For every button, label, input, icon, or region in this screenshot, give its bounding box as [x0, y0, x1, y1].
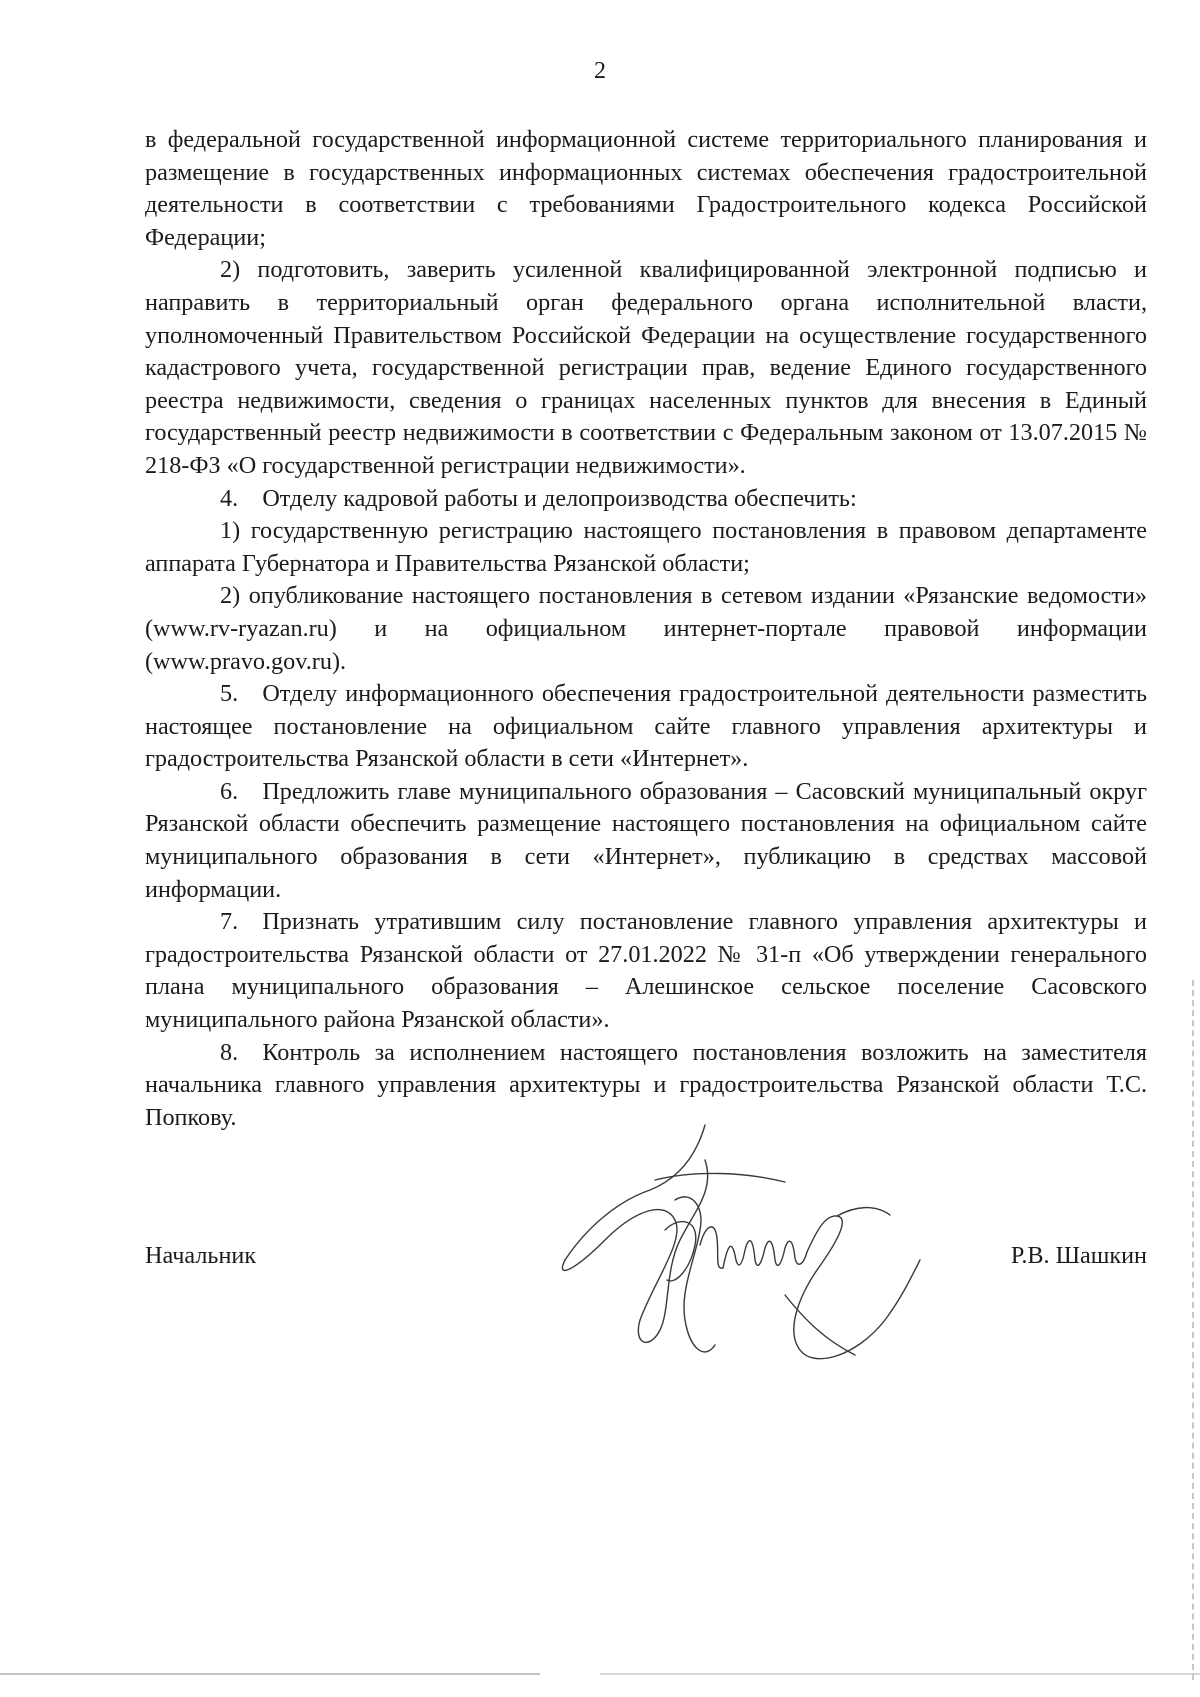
paragraph: 2) опубликование настоящего постановления в сетевом издании «Рязанские ведомости» (www.rv-ryazan.ru) и на официальном интернет-портале правовой информации (www.pravo.gov.ru).: [145, 582, 1147, 675]
paragraph: 7. Признать утратившим силу постановление главного управления архитектуры и градостроительства Рязанской области от 27.01.2022 № 31-п «Об утверждении генерального плана муниципального образования – Алешинское сельское поселение Сасовского муниципального района Рязанской области».: [145, 908, 1147, 1034]
scan-edge-artifact: [1188, 980, 1194, 1680]
scan-edge-artifact: [0, 1673, 1200, 1675]
paragraph: 5. Отделу информационного обеспечения градостроительной деятельности разместить настоящее постановление на официальном сайте главного управления архитектуры и градостроительства Рязанской области в сети «Интернет».: [145, 680, 1147, 773]
signatory-title: Начальник: [145, 1242, 257, 1269]
paragraph: 2) подготовить, заверить усиленной квалифицированной электронной подписью и направить в территориальный орган федерального органа исполнительной власти, уполномоченный Правительством Российской Федерации на осуществление государственного кадастрового учета, государственной регистрации прав, ведение Единого государственного реестра недвижимости, сведения о границах населенных пунктов для внесения в Единый государственный реестр недвижимости в соответствии с Федеральным законом от 13.07.2015 № 218-ФЗ «О государственной регистрации недвижимости».: [145, 256, 1147, 479]
paragraph: 4. Отделу кадровой работы и делопроизводства обеспечить:: [220, 484, 857, 512]
paragraph: 6. Предложить главе муниципального образования – Сасовский муниципальный округ Рязанской области обеспечить размещение настоящего постановления на официальном сайте муниципального образования в сети «Интернет», публикацию в средствах массовой информации.: [145, 777, 1147, 903]
signatory-name: Р.В. Шашкин: [1010, 1242, 1147, 1269]
paragraph: 8. Контроль за исполнением настоящего постановления возложить на заместителя начальника главного управления архитектуры и градостроительства Рязанской области Т.С. Попкову.: [145, 1038, 1147, 1131]
paragraph: 1) государственную регистрацию настоящего постановления в правовом департаменте аппарата Губернатора и Правительства Рязанской области;: [145, 517, 1147, 577]
paragraph: в федеральной государственной информационной системе территориального планирования и размещение в государственных информационных системах обеспечения градостроительной деятельности в соответствии с требованиями Градостроительного кодекса Российской Федерации;: [145, 126, 1147, 251]
document-body: [145, 124, 1147, 1134]
page-number: 2: [594, 58, 606, 84]
handwritten-signature: [555, 1120, 935, 1380]
